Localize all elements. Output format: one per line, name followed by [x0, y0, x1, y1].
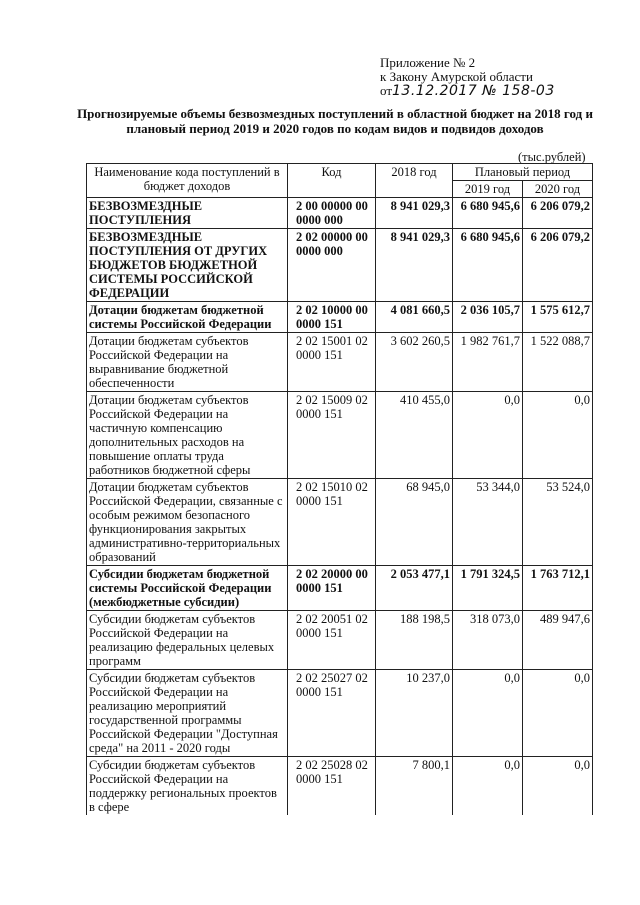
cell-name: Дотации бюджетам субъектов Российской Федерации на частичную компенсацию дополнительных расходов на повышение оплаты труда работников бюджетной сферы — [87, 392, 288, 479]
cell-2018: 2 053 477,1 — [376, 566, 453, 611]
cell-2020: 6 206 079,2 — [523, 229, 593, 302]
cell-code: 2 02 20000 00 0000 151 — [288, 566, 376, 611]
cell-name: БЕЗВОЗМЕЗДНЫЕ ПОСТУПЛЕНИЯ ОТ ДРУГИХ БЮДЖЕТОВ БЮДЖЕТНОЙ СИСТЕМЫ РОССИЙСКОЙ ФЕДЕРАЦИИ — [87, 229, 288, 302]
cell-2019: 0,0 — [453, 670, 523, 757]
cell-2018: 188 198,5 — [376, 611, 453, 670]
appendix-date-line — [380, 84, 555, 98]
cell-2020: 489 947,6 — [523, 611, 593, 670]
cell-name: Субсидии бюджетам субъектов Российской Федерации на поддержку региональных проектов в сфере — [87, 757, 288, 816]
cell-code: 2 02 25027 02 0000 151 — [288, 670, 376, 757]
cell-2019: 0,0 — [453, 392, 523, 479]
header-name: Наименование кода поступлений в бюджет доходов — [87, 164, 288, 198]
cell-name: Субсидии бюджетам субъектов Российской Федерации на реализацию федеральных целевых программ — [87, 611, 288, 670]
document-title: Прогнозируемые объемы безвозмездных поступлений в областной бюджет на 2018 год и плановый период 2019 и 2020 годов по кодам видов и подвидов доходов — [77, 106, 593, 136]
table-row — [87, 566, 593, 611]
cell-name: Дотации бюджетам субъектов Российской Федерации, связанные с особым режимом безопасного функционирования закрытых административно-территориальных образований — [87, 479, 288, 566]
cell-2019: 318 073,0 — [453, 611, 523, 670]
cell-2019: 1 791 324,5 — [453, 566, 523, 611]
cell-2019: 6 680 945,6 — [453, 229, 523, 302]
table-row — [87, 611, 593, 670]
cell-name: Дотации бюджетам субъектов Российской Федерации на выравнивание бюджетной обеспеченности — [87, 333, 288, 392]
cell-2018: 10 237,0 — [376, 670, 453, 757]
table-row — [87, 479, 593, 566]
cell-name: БЕЗВОЗМЕЗДНЫЕ ПОСТУПЛЕНИЯ — [87, 198, 288, 229]
cell-2020: 53 524,0 — [523, 479, 593, 566]
cell-2020: 0,0 — [523, 392, 593, 479]
cell-code: 2 02 10000 00 0000 151 — [288, 302, 376, 333]
cell-code: 2 02 15009 02 0000 151 — [288, 392, 376, 479]
cell-2019: 0,0 — [453, 757, 523, 816]
table-row — [87, 198, 593, 229]
cell-2020: 0,0 — [523, 670, 593, 757]
units-label: (тыс.рублей) — [518, 150, 586, 164]
appendix-date-prefix: от — [380, 83, 393, 98]
header-2020: 2020 год — [523, 181, 593, 198]
cell-name: Дотации бюджетам бюджетной системы Российской Федерации — [87, 302, 288, 333]
table-row — [87, 333, 593, 392]
cell-2019: 2 036 105,7 — [453, 302, 523, 333]
cell-code: 2 02 15001 02 0000 151 — [288, 333, 376, 392]
header-code: Код — [288, 164, 376, 198]
cell-2020: 6 206 079,2 — [523, 198, 593, 229]
table-row — [87, 670, 593, 757]
table-row — [87, 392, 593, 479]
cell-2018: 4 081 660,5 — [376, 302, 453, 333]
table-row — [87, 757, 593, 816]
cell-code: 2 02 20051 02 0000 151 — [288, 611, 376, 670]
cell-2020: 0,0 — [523, 757, 593, 816]
revenue-table — [86, 163, 593, 815]
cell-2018: 7 800,1 — [376, 757, 453, 816]
appendix-block — [380, 56, 555, 98]
cell-code: 2 00 00000 00 0000 000 — [288, 198, 376, 229]
cell-2020: 1 522 088,7 — [523, 333, 593, 392]
cell-2018: 68 945,0 — [376, 479, 453, 566]
cell-2020: 1 575 612,7 — [523, 302, 593, 333]
cell-2018: 410 455,0 — [376, 392, 453, 479]
cell-code: 2 02 25028 02 0000 151 — [288, 757, 376, 816]
header-2019: 2019 год — [453, 181, 523, 198]
header-2018: 2018 год — [376, 164, 453, 198]
header-plan-period: Плановый период — [453, 164, 593, 181]
cell-name: Субсидии бюджетам бюджетной системы Российской Федерации (межбюджетные субсидии) — [87, 566, 288, 611]
cell-code: 2 02 15010 02 0000 151 — [288, 479, 376, 566]
handwritten-date-number: 13.12.2017 № 158-03 — [392, 83, 555, 99]
appendix-number: Приложение № 2 — [380, 55, 476, 70]
appendix-law: к Закону Амурской области — [380, 69, 533, 84]
cell-2019: 53 344,0 — [453, 479, 523, 566]
cell-2018: 8 941 029,3 — [376, 198, 453, 229]
cell-2020: 1 763 712,1 — [523, 566, 593, 611]
cell-2018: 8 941 029,3 — [376, 229, 453, 302]
cell-2018: 3 602 260,5 — [376, 333, 453, 392]
table-row — [87, 229, 593, 302]
cell-name: Субсидии бюджетам субъектов Российской Федерации на реализацию мероприятий государственной программы Российской Федерации "Доступная среда" на 2011 - 2020 годы — [87, 670, 288, 757]
cell-2019: 6 680 945,6 — [453, 198, 523, 229]
cell-2019: 1 982 761,7 — [453, 333, 523, 392]
table-row — [87, 302, 593, 333]
cell-code: 2 02 00000 00 0000 000 — [288, 229, 376, 302]
